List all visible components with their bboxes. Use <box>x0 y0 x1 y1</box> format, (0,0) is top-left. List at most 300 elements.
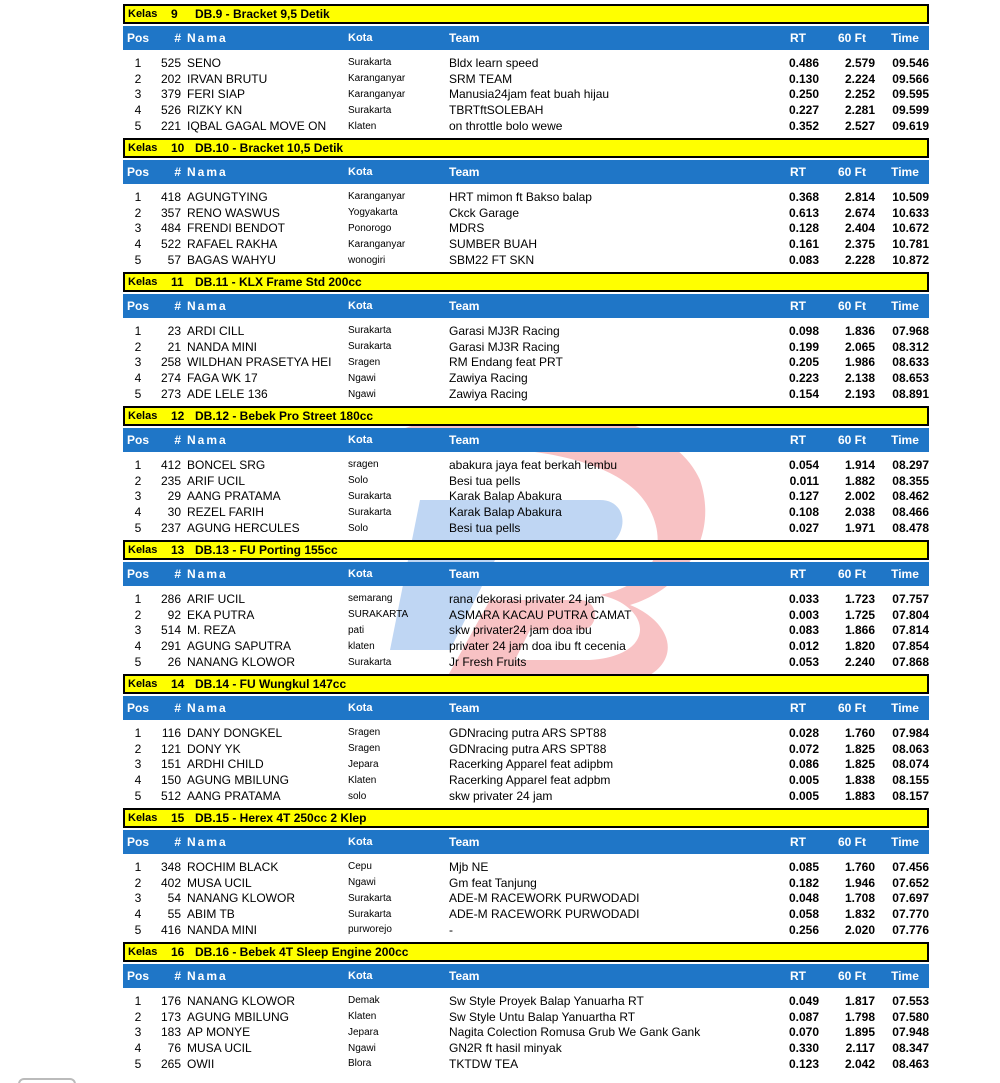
header-nama: Nama <box>187 700 228 715</box>
cell-pos: 5 <box>134 119 142 134</box>
cell-time: 08.155 <box>892 773 929 788</box>
cell-kota: pati <box>348 624 365 636</box>
cell-rt: 0.108 <box>788 505 819 520</box>
cell-team: HRT mimon ft Bakso balap <box>449 189 592 204</box>
cell-rt: 0.123 <box>788 1056 819 1071</box>
cell-team: skw privater24 jam doa ibu <box>449 623 592 638</box>
class-section <box>123 540 929 674</box>
result-rows <box>123 452 929 540</box>
cell-ft60: 2.002 <box>844 489 875 504</box>
cell-team: abakura jaya feat berkah lembu <box>449 457 618 472</box>
header-ft60: 60 Ft <box>837 700 866 715</box>
cell-no: 150 <box>160 773 181 788</box>
cell-nama: AGUNG HERCULES <box>187 521 300 536</box>
class-section <box>123 808 929 942</box>
cell-team: MDRS <box>449 221 485 236</box>
header-nama: Nama <box>187 298 228 313</box>
cell-team: ADE-M RACEWORK PURWODADI <box>449 891 640 906</box>
table-row <box>123 891 929 907</box>
table-row <box>123 386 929 402</box>
cell-time: 09.566 <box>892 71 929 86</box>
cell-pos: 3 <box>134 1025 142 1040</box>
cell-rt: 0.368 <box>788 189 819 204</box>
cell-pos: 3 <box>134 757 142 772</box>
cell-rt: 0.049 <box>788 993 819 1008</box>
table-header <box>123 160 929 184</box>
class-name: DB.10 - Bracket 10,5 Detik <box>195 140 344 155</box>
cell-no: 29 <box>167 489 181 504</box>
table-row <box>123 520 929 536</box>
cell-pos: 1 <box>134 725 142 740</box>
cell-kota: Sragen <box>348 743 381 755</box>
header-rt: RT <box>790 298 806 313</box>
cell-no: 76 <box>167 1041 181 1056</box>
cell-time: 07.968 <box>892 323 929 338</box>
cell-pos: 1 <box>134 859 142 874</box>
cell-team: TBRTftSOLEBAH <box>449 103 544 118</box>
cell-nama: M. REZA <box>187 623 236 638</box>
header-no: # <box>174 968 181 983</box>
cell-time: 07.776 <box>892 922 929 937</box>
header-nama: Nama <box>187 432 228 447</box>
cell-pos: 2 <box>134 741 142 756</box>
cell-pos: 2 <box>134 1009 142 1024</box>
cell-no: 30 <box>167 505 181 520</box>
cell-no: 402 <box>160 875 181 890</box>
cell-kota: Jepara <box>348 758 379 770</box>
cell-rt: 0.048 <box>788 891 819 906</box>
cell-time: 08.063 <box>892 741 929 756</box>
cell-kota: Klaten <box>348 774 377 786</box>
cell-kota: Sragen <box>348 356 381 368</box>
cell-time: 07.553 <box>892 993 929 1008</box>
cell-team: privater 24 jam doa ibu ft cecenia <box>449 639 626 654</box>
header-kota: Kota <box>348 567 373 580</box>
cell-nama: AGUNG SAPUTRA <box>187 639 292 654</box>
cell-rt: 0.083 <box>788 623 819 638</box>
cell-kota: Klaten <box>348 1011 377 1023</box>
cell-rt: 0.003 <box>788 607 819 622</box>
cell-rt: 0.098 <box>788 323 819 338</box>
cell-nama: MUSA UCIL <box>187 1041 252 1056</box>
cell-kota: Surakarta <box>348 341 392 353</box>
cell-nama: RIZKY KN <box>187 103 243 118</box>
cell-pos: 2 <box>134 205 142 220</box>
cell-no: 286 <box>160 591 181 606</box>
cell-time: 07.770 <box>892 907 929 922</box>
header-no: # <box>174 31 181 45</box>
cell-ft60: 1.760 <box>844 725 875 740</box>
cell-no: 221 <box>160 119 181 134</box>
result-rows <box>123 586 929 674</box>
cell-time: 10.633 <box>892 205 929 220</box>
cell-nama: ARIF UCIL <box>187 473 246 488</box>
cell-no: 512 <box>160 789 181 803</box>
cell-pos: 4 <box>134 103 142 118</box>
cell-no: 514 <box>160 623 181 638</box>
table-header <box>123 294 929 318</box>
header-nama: Nama <box>187 834 228 849</box>
header-rt: RT <box>790 566 806 581</box>
cell-kota: wonogiri <box>348 254 386 266</box>
class-name: DB.12 - Bebek Pro Street 180cc <box>195 408 374 423</box>
class-title-bar <box>123 138 929 158</box>
header-rt: RT <box>790 700 806 715</box>
cell-time: 07.697 <box>892 891 929 906</box>
table-row <box>123 489 929 505</box>
cell-kota: Ngawi <box>348 877 376 889</box>
class-name: DB.11 - KLX Frame Std 200cc <box>195 274 362 289</box>
cell-rt: 0.072 <box>788 741 819 756</box>
header-time: Time <box>891 700 919 715</box>
class-name: DB.16 - Bebek 4T Sleep Engine 200cc <box>195 944 409 959</box>
cell-ft60: 2.224 <box>844 71 875 86</box>
class-number: 16 <box>171 944 185 959</box>
class-section <box>123 138 929 272</box>
cell-time: 08.355 <box>892 473 929 488</box>
cell-ft60: 1.825 <box>844 757 875 772</box>
cell-pos: 1 <box>134 457 142 472</box>
class-number: 10 <box>171 140 185 155</box>
cell-team: Gm feat Tanjung <box>449 875 537 890</box>
class-number: 14 <box>171 676 185 691</box>
cell-ft60: 2.814 <box>844 189 875 204</box>
cell-ft60: 1.986 <box>844 355 875 370</box>
cell-no: 92 <box>167 607 181 622</box>
class-title-bar <box>123 4 929 24</box>
table-row <box>123 654 929 670</box>
cell-no: 23 <box>167 323 181 338</box>
table-header <box>123 964 929 988</box>
cell-rt: 0.086 <box>788 757 819 772</box>
cell-no: 273 <box>160 387 181 402</box>
table-row <box>123 189 929 205</box>
table-row <box>123 623 929 639</box>
header-nama: Nama <box>187 566 228 581</box>
class-label: Kelas <box>128 543 158 556</box>
result-rows <box>123 854 929 942</box>
cell-kota: Surakarta <box>348 506 392 518</box>
cell-ft60: 2.674 <box>844 205 875 220</box>
cell-team: ADE-M RACEWORK PURWODADI <box>449 907 640 922</box>
table-row <box>123 906 929 922</box>
cell-team: Manusia24jam feat buah hijau <box>449 87 610 102</box>
cell-pos: 3 <box>134 87 142 102</box>
cell-no: 202 <box>160 71 181 86</box>
cell-nama: WILDHAN PRASETYA HEI <box>187 355 332 370</box>
cell-no: 526 <box>160 103 181 118</box>
header-ft60: 60 Ft <box>837 566 866 581</box>
header-kota: Kota <box>348 969 373 982</box>
cell-nama: NANDA MINI <box>187 922 258 937</box>
cell-pos: 2 <box>134 607 142 622</box>
cell-team: GDNracing putra ARS SPT88 <box>449 741 607 756</box>
header-kota: Kota <box>348 32 373 44</box>
cell-kota: Ngawi <box>348 372 376 384</box>
class-label: Kelas <box>128 275 158 288</box>
header-no: # <box>174 566 181 581</box>
table-row <box>123 741 929 757</box>
cell-ft60: 1.971 <box>844 521 875 536</box>
cell-ft60: 2.193 <box>844 387 875 402</box>
cell-ft60: 1.708 <box>844 891 875 906</box>
class-number: 9 <box>171 7 178 21</box>
results-sheet <box>123 4 929 1076</box>
cell-no: 26 <box>167 655 181 670</box>
cell-kota: Surakarta <box>348 57 392 69</box>
table-row <box>123 87 929 103</box>
cell-nama: SENO <box>187 55 222 70</box>
header-no: # <box>174 164 181 179</box>
cell-time: 07.652 <box>892 875 929 890</box>
class-title-bar <box>123 808 929 828</box>
header-no: # <box>174 834 181 849</box>
cell-pos: 1 <box>134 323 142 338</box>
cell-team: Garasi MJ3R Racing <box>449 339 560 354</box>
table-row <box>123 859 929 875</box>
cell-nama: ARIF UCIL <box>187 591 246 606</box>
cell-kota: Surakarta <box>348 325 392 337</box>
header-ft60: 60 Ft <box>837 432 866 447</box>
cell-ft60: 1.882 <box>844 473 875 488</box>
table-row <box>123 323 929 339</box>
header-rt: RT <box>790 968 806 983</box>
table-row <box>123 355 929 371</box>
header-no: # <box>174 700 181 715</box>
table-row <box>123 236 929 252</box>
cell-pos: 5 <box>134 655 142 670</box>
cell-team: Mjb NE <box>449 859 489 874</box>
cell-no: 265 <box>160 1056 181 1071</box>
cell-nama: RENO WASWUS <box>187 205 280 220</box>
cell-time: 07.948 <box>892 1025 929 1040</box>
class-label: Kelas <box>128 811 158 824</box>
cell-pos: 2 <box>134 875 142 890</box>
cell-pos: 1 <box>134 55 142 70</box>
cell-nama: RAFAEL RAKHA <box>187 237 278 252</box>
cell-team: Zawiya Racing <box>449 371 528 386</box>
table-row <box>123 1009 929 1025</box>
cell-ft60: 2.281 <box>844 103 875 118</box>
cell-ft60: 2.228 <box>844 253 875 268</box>
header-kota: Kota <box>348 701 373 714</box>
header-pos: Pos <box>126 164 149 179</box>
cell-nama: ABIM TB <box>187 907 235 922</box>
cell-rt: 0.205 <box>788 355 819 370</box>
cell-ft60: 1.820 <box>844 639 875 654</box>
cell-time: 10.672 <box>892 221 929 236</box>
cell-ft60: 1.825 <box>844 741 875 756</box>
cell-kota: Surakarta <box>348 490 392 502</box>
scroll-handle[interactable] <box>18 1078 76 1083</box>
class-section <box>123 674 929 808</box>
cell-no: 235 <box>160 473 181 488</box>
cell-team: on throttle bolo wewe <box>449 119 563 134</box>
cell-no: 183 <box>160 1025 181 1040</box>
cell-team: skw privater 24 jam <box>449 789 553 803</box>
cell-kota: Ngawi <box>348 388 376 400</box>
cell-time: 10.509 <box>892 189 929 204</box>
header-pos: Pos <box>126 432 149 447</box>
cell-rt: 0.058 <box>788 907 819 922</box>
cell-team: Ckck Garage <box>449 205 520 220</box>
cell-nama: ADE LELE 136 <box>187 387 268 402</box>
header-team: Team <box>449 31 480 45</box>
header-time: Time <box>891 566 919 581</box>
cell-rt: 0.054 <box>788 457 819 472</box>
header-team: Team <box>449 566 480 581</box>
cell-rt: 0.199 <box>788 339 819 354</box>
cell-no: 291 <box>160 639 181 654</box>
header-no: # <box>174 298 181 313</box>
cell-kota: Blora <box>348 1058 372 1070</box>
cell-nama: EKA PUTRA <box>187 607 255 622</box>
cell-kota: Karanganyar <box>348 191 406 203</box>
result-rows <box>123 720 929 808</box>
class-title-bar <box>123 674 929 694</box>
cell-team: Zawiya Racing <box>449 387 528 402</box>
cell-rt: 0.486 <box>788 55 819 70</box>
cell-no: 121 <box>160 741 181 756</box>
table-header <box>123 428 929 452</box>
cell-no: 348 <box>160 859 181 874</box>
cell-kota: Cepu <box>348 861 372 873</box>
cell-ft60: 2.240 <box>844 655 875 670</box>
header-time: Time <box>891 968 919 983</box>
cell-team: SRM TEAM <box>449 71 513 86</box>
cell-nama: REZEL FARIH <box>187 505 264 520</box>
cell-ft60: 1.914 <box>844 457 875 472</box>
cell-ft60: 2.117 <box>845 1041 875 1056</box>
cell-rt: 0.085 <box>788 859 819 874</box>
header-rt: RT <box>790 31 806 45</box>
cell-pos: 5 <box>134 789 142 803</box>
table-row <box>123 504 929 520</box>
cell-team: ASMARA KACAU PUTRA CAMAT <box>449 607 632 622</box>
cell-team: Jr Fresh Fruits <box>449 655 527 670</box>
header-pos: Pos <box>126 566 149 581</box>
cell-time: 07.580 <box>892 1009 929 1024</box>
cell-nama: AP MONYE <box>187 1025 251 1040</box>
cell-kota: semarang <box>348 593 393 605</box>
cell-nama: ARDI CILL <box>187 323 245 338</box>
cell-kota: Solo <box>348 522 369 534</box>
class-label: Kelas <box>128 677 158 690</box>
cell-kota: solo <box>348 790 367 802</box>
cell-kota: Karanganyar <box>348 88 406 100</box>
cell-rt: 0.012 <box>788 639 819 654</box>
cell-pos: 2 <box>134 339 142 354</box>
cell-kota: Ngawi <box>348 1042 376 1054</box>
cell-ft60: 1.832 <box>844 907 875 922</box>
cell-time: 07.984 <box>892 725 929 740</box>
cell-no: 21 <box>167 339 181 354</box>
result-rows <box>123 318 929 406</box>
cell-ft60: 1.866 <box>844 623 875 638</box>
result-rows <box>123 50 929 138</box>
header-rt: RT <box>790 834 806 849</box>
header-ft60: 60 Ft <box>837 968 866 983</box>
cell-rt: 0.223 <box>788 371 819 386</box>
cell-kota: Surakarta <box>348 104 392 116</box>
cell-pos: 5 <box>134 1056 142 1071</box>
cell-team: GN2R ft hasil minyak <box>449 1041 562 1056</box>
cell-no: 412 <box>160 457 181 472</box>
cell-nama: NANANG KLOWOR <box>187 993 296 1008</box>
table-row <box>123 370 929 386</box>
cell-ft60: 2.252 <box>844 87 875 102</box>
cell-rt: 0.154 <box>788 387 819 402</box>
class-title-bar <box>123 272 929 292</box>
cell-nama: FRENDI BENDOT <box>187 221 286 236</box>
cell-no: 525 <box>160 55 181 70</box>
cell-time: 07.854 <box>892 639 929 654</box>
cell-no: 522 <box>160 237 181 252</box>
header-rt: RT <box>790 432 806 447</box>
cell-nama: NANANG KLOWOR <box>187 655 296 670</box>
header-kota: Kota <box>348 433 373 446</box>
class-title-bar <box>123 942 929 962</box>
cell-team: rana dekorasi privater 24 jam <box>449 591 605 606</box>
cell-rt: 0.083 <box>788 253 819 268</box>
class-number: 15 <box>171 810 185 825</box>
header-time: Time <box>891 31 919 45</box>
class-label: Kelas <box>128 8 158 20</box>
header-nama: Nama <box>187 164 228 179</box>
cell-pos: 5 <box>134 922 142 937</box>
cell-nama: NANANG KLOWOR <box>187 891 296 906</box>
class-number: 13 <box>171 542 185 557</box>
cell-ft60: 1.798 <box>844 1009 875 1024</box>
cell-time: 08.347 <box>892 1041 929 1056</box>
table-row <box>123 757 929 773</box>
cell-no: 379 <box>160 87 181 102</box>
cell-kota: Surakarta <box>348 908 392 920</box>
cell-pos: 4 <box>134 371 142 386</box>
cell-nama: IQBAL GAGAL MOVE ON <box>187 119 327 134</box>
table-header <box>123 26 929 50</box>
result-rows <box>123 184 929 272</box>
class-number: 11 <box>171 274 184 289</box>
cell-time: 07.868 <box>892 655 929 670</box>
cell-kota: Demak <box>348 995 380 1007</box>
cell-nama: NANDA MINI <box>187 339 258 354</box>
cell-pos: 3 <box>134 355 142 370</box>
cell-team: Racerking Apparel feat adpbm <box>449 773 611 788</box>
cell-pos: 4 <box>134 237 142 252</box>
table-row <box>123 772 929 788</box>
table-row <box>123 1056 929 1072</box>
class-section <box>123 942 929 1076</box>
cell-pos: 5 <box>134 521 142 536</box>
cell-team: Karak Balap Abakura <box>449 505 562 520</box>
cell-ft60: 2.404 <box>844 221 875 236</box>
cell-no: 116 <box>161 725 181 740</box>
cell-rt: 0.087 <box>788 1009 819 1024</box>
cell-no: 357 <box>160 205 181 220</box>
cell-team: Besi tua pells <box>449 473 521 488</box>
table-row <box>123 118 929 134</box>
class-section <box>123 4 929 138</box>
table-row <box>123 725 929 741</box>
cell-team: Sw Style Proyek Balap Yanuarha RT <box>449 993 644 1008</box>
cell-time: 08.462 <box>892 489 929 504</box>
cell-no: 54 <box>167 891 181 906</box>
table-header <box>123 696 929 720</box>
cell-pos: 3 <box>134 891 142 906</box>
cell-nama: ROCHIM BLACK <box>187 859 279 874</box>
cell-rt: 0.070 <box>788 1025 819 1040</box>
